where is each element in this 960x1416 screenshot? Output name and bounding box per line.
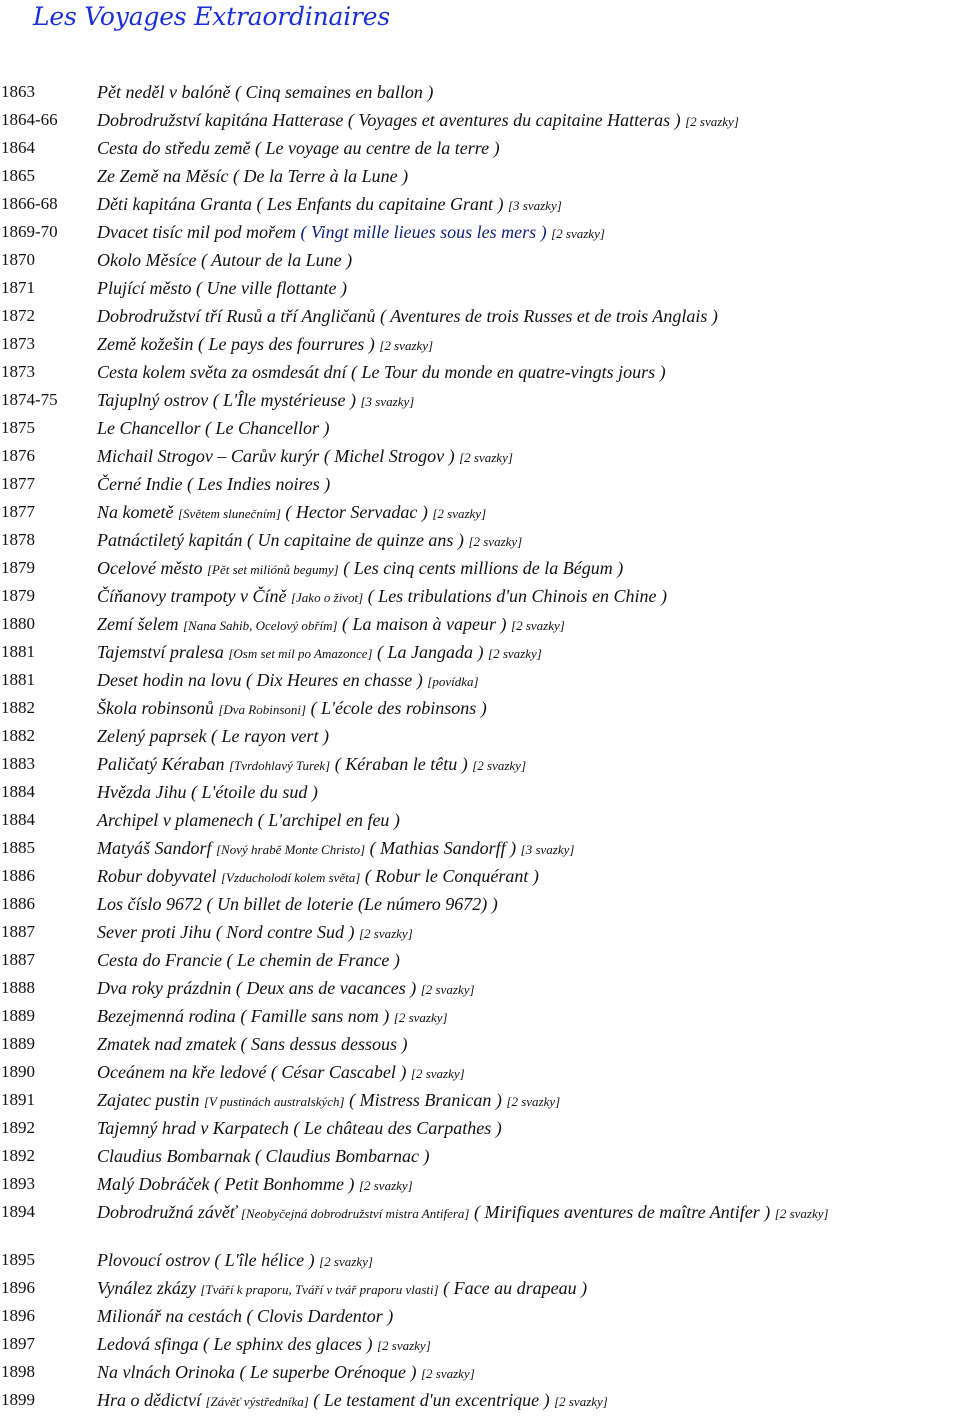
entry-text: [97, 1330, 959, 1360]
list-item: [0, 246, 960, 274]
czech-title: Dvacet tisíc mil pod mořem: [97, 222, 296, 242]
list-item: [0, 190, 960, 218]
french-title: ( L'île hélice ): [214, 1250, 315, 1270]
entry-text: [97, 218, 959, 248]
volume-note: [2 svazky]: [432, 506, 487, 521]
alternate-title: [V pustinách australských]: [204, 1094, 345, 1109]
volume-note: [2 svazky]: [459, 450, 513, 465]
french-title: ( Le Tour du monde en quatre-vingts jours ): [350, 362, 666, 382]
year: 1889: [1, 1034, 35, 1053]
entry-text: [97, 1002, 959, 1032]
entry-text: [97, 862, 959, 892]
french-title: ( Le sphinx des glaces ): [203, 1334, 373, 1354]
year: 1871: [1, 278, 35, 297]
czech-title: Dobrodružná závěť: [97, 1202, 237, 1222]
czech-title: Sever proti Jihu: [97, 922, 212, 942]
french-title: ( L'archipel en feu ): [257, 810, 400, 830]
french-title: ( Dix Heures en chasse ): [245, 670, 423, 690]
french-title: ( Les tribulations d'un Chinois en Chine ): [367, 586, 668, 606]
year: 1865: [1, 166, 35, 185]
entry-text: [97, 694, 959, 724]
year: 1883: [1, 754, 35, 773]
entry-text: [97, 554, 959, 584]
french-title: ( Voyages et aventures du capitaine Hatteras ): [347, 110, 681, 130]
czech-title: Cesta do středu země: [97, 138, 251, 158]
year: 1885: [1, 838, 35, 857]
czech-title: Okolo Měsíce: [97, 250, 197, 270]
volume-note: [2 svazky]: [685, 114, 739, 129]
czech-title: Plovoucí ostrov: [97, 1250, 210, 1270]
year: 1877: [1, 502, 35, 521]
list-item: [0, 666, 960, 694]
entry-text: [97, 1030, 959, 1058]
czech-title: Matyáš Sandorf: [97, 838, 212, 858]
list-item: [0, 582, 960, 610]
list-item: [0, 134, 960, 162]
french-title: ( Une ville flottante ): [195, 278, 347, 298]
volume-note: [2 svazky]: [468, 534, 523, 549]
list-item: [0, 1386, 960, 1414]
czech-title: Zemí šelem: [97, 614, 179, 634]
list-item: [0, 1142, 960, 1170]
volume-note: [2 svazky]: [319, 1254, 373, 1269]
year: 1886: [1, 894, 35, 913]
french-title: ( Autour de la Lune ): [200, 250, 353, 270]
entry-text: [97, 974, 959, 1004]
french-title: ( Le pays des fourrures ): [197, 334, 375, 354]
list-item: [0, 834, 960, 862]
volume-note: [2 svazky]: [420, 982, 475, 997]
year: 1879: [1, 586, 35, 605]
entry-text: [97, 106, 959, 136]
volume-note: [2 svazky]: [511, 618, 565, 633]
entry-text: [97, 1302, 959, 1330]
year: 1882: [1, 698, 35, 717]
french-title: ( Mirifiques aventures de maître Antifer ): [473, 1202, 771, 1222]
entry-text: [97, 526, 959, 556]
year: 1887: [1, 950, 35, 969]
year: 1889: [1, 1006, 35, 1025]
list-item: [0, 554, 960, 582]
entry-text: [97, 1200, 959, 1226]
czech-title: Na kometě: [97, 502, 174, 522]
czech-title: Ocelové město: [97, 558, 203, 578]
czech-title: Ledová sfinga: [97, 1334, 199, 1354]
volume-note: [2 svazky]: [774, 1206, 829, 1221]
list-item: [0, 638, 960, 666]
french-title: ( Nord contre Sud ): [215, 922, 355, 942]
french-title: ( Le voyage au centre de la terre ): [254, 138, 500, 158]
entry-text: [97, 946, 959, 974]
alternate-title: [Dva Robinsoni]: [218, 702, 307, 717]
alternate-title: [Světem slunečním]: [177, 506, 281, 521]
alternate-title: [Nana Sahib, Ocelový obřím]: [182, 618, 338, 633]
czech-title: Archipel v plamenech: [97, 810, 254, 830]
french-title: ( Un billet de loterie (Le número 9672) ): [206, 894, 498, 914]
czech-title: Dobrodružství kapitána Hatterase: [97, 110, 344, 130]
czech-title: Země kožešin: [97, 334, 194, 354]
entry-text: [97, 162, 959, 190]
french-title: ( Le testament d'un excentrique ): [313, 1390, 550, 1410]
czech-title: Škola robinsonů: [97, 698, 214, 718]
list-item: [0, 694, 960, 722]
year: 1882: [1, 726, 35, 745]
entry-text: [97, 1058, 959, 1088]
alternate-title: [Jako o život]: [290, 590, 364, 605]
list-item: [0, 862, 960, 890]
french-title: ( Claudius Bombarnac ): [255, 1146, 430, 1166]
year: 1881: [1, 670, 35, 689]
entry-text: [97, 1246, 959, 1276]
volume-note: [2 svazky]: [420, 1366, 475, 1381]
list-item: [0, 1114, 960, 1142]
czech-title: Zmatek nad zmatek: [97, 1034, 236, 1054]
czech-title: Claudius Bombarnak: [97, 1146, 251, 1166]
czech-title: Hra o dědictví: [97, 1390, 201, 1410]
french-title: ( Aventures de trois Russes et de trois Anglais ): [380, 306, 718, 326]
year: 1864: [1, 138, 35, 157]
year: 1888: [1, 978, 35, 997]
entry-text: [97, 778, 959, 806]
entry-text: [97, 1386, 959, 1416]
entry-text: [97, 442, 959, 472]
entry-text: [97, 330, 959, 360]
year: 1880: [1, 614, 35, 633]
list-item: [0, 1246, 960, 1274]
entry-text: [97, 890, 959, 918]
list-item: [0, 1274, 960, 1302]
french-title: ( Kéraban le têtu ): [334, 754, 468, 774]
volume-note: [3 svazky]: [507, 198, 562, 213]
french-title: ( Le Chancellor ): [205, 418, 330, 438]
alternate-title: [Nový hrabě Monte Christo]: [216, 842, 366, 857]
entry-text: [97, 414, 959, 442]
entry-text: [97, 1114, 959, 1142]
czech-title: Zelený paprsek: [97, 726, 207, 746]
czech-title: Tajemný hrad v Karpatech: [97, 1118, 289, 1138]
french-title: ( Le rayon vert ): [210, 726, 329, 746]
czech-title: Pět neděl v balóně: [97, 82, 231, 102]
year: 1863: [1, 82, 35, 101]
year: 1875: [1, 418, 35, 437]
entry-text: [97, 1086, 959, 1116]
czech-title: Michail Strogov – Carův kurýr: [97, 446, 320, 466]
volume-note: [povídka]: [427, 674, 479, 689]
french-title: ( Sans dessus dessous ): [240, 1034, 408, 1054]
list-item: [0, 722, 960, 750]
volume-note: [2 svazky]: [554, 1394, 608, 1409]
czech-title: Černé Indie: [97, 474, 183, 494]
entry-text: [97, 1142, 959, 1170]
entry-text: [97, 666, 959, 696]
czech-title: Ze Země na Měsíc: [97, 166, 229, 186]
czech-title: Dobrodružství tří Rusů a tří Angličanů: [97, 306, 376, 326]
czech-title: Hvězda Jihu: [97, 782, 187, 802]
list-item: [0, 1302, 960, 1330]
french-title: ( César Cascabel ): [270, 1062, 407, 1082]
volume-note: [2 svazky]: [358, 926, 413, 941]
year: 1869-70: [1, 222, 58, 241]
year: 1877: [1, 474, 35, 493]
czech-title: Tajemství pralesa: [97, 642, 224, 662]
year: 1884: [1, 810, 35, 829]
list-item: [0, 1198, 960, 1246]
year: 1887: [1, 922, 35, 941]
french-title: ( Les Indies noires ): [186, 474, 331, 494]
list-item: [0, 918, 960, 946]
entry-text: [97, 750, 959, 780]
entry-text: [97, 78, 959, 106]
entry-text: [97, 918, 959, 948]
year: 1892: [1, 1118, 35, 1137]
french-title: ( Vingt mille lieues sous les mers ): [300, 222, 547, 242]
french-title: ( L'école des robinsons ): [310, 698, 487, 718]
french-title: ( Mathias Sandorff ): [369, 838, 517, 858]
year: 1878: [1, 530, 35, 549]
list-item: [0, 946, 960, 974]
alternate-title: [Tváří k praporu, Tváří v tvář praporu vlasti]: [200, 1282, 439, 1297]
list-item: [0, 806, 960, 834]
year: 1864-66: [1, 110, 58, 129]
list-item: [0, 890, 960, 918]
czech-title: Le Chancellor: [97, 418, 201, 438]
entry-text: [97, 610, 959, 640]
czech-title: Milionář na cestách: [97, 1306, 242, 1326]
french-title: ( Michel Strogov ): [323, 446, 455, 466]
entry-text: [97, 834, 959, 864]
entry-text: [97, 246, 959, 274]
list-item: [0, 386, 960, 414]
year: 1874-75: [1, 390, 58, 409]
french-title: ( Le superbe Orénoque ): [239, 1362, 417, 1382]
czech-title: Plující město: [97, 278, 192, 298]
volume-note: [2 svazky]: [472, 758, 526, 773]
entry-text: [97, 1274, 959, 1304]
year: 1890: [1, 1062, 35, 1081]
alternate-title: [Neobyčejná dobrodružství mistra Antifera]: [240, 1206, 470, 1221]
list-item: [0, 1030, 960, 1058]
year: 1896: [1, 1278, 35, 1297]
czech-title: Cesta do Francie: [97, 950, 222, 970]
list-item: [0, 274, 960, 302]
french-title: ( Deux ans de vacances ): [235, 978, 417, 998]
list-item: [0, 778, 960, 806]
czech-title: Oceánem na kře ledové: [97, 1062, 267, 1082]
entry-text: [97, 498, 959, 528]
list-item: [0, 1170, 960, 1198]
czech-title: Cesta kolem světa za osmdesát dní: [97, 362, 347, 382]
entry-text: [97, 582, 959, 612]
year: 1893: [1, 1174, 35, 1193]
czech-title: Zajatec pustin: [97, 1090, 200, 1110]
czech-title: Dva roky prázdnin: [97, 978, 232, 998]
french-title: ( Les cinq cents millions de la Bégum ): [343, 558, 624, 578]
french-title: ( Le chemin de France ): [226, 950, 400, 970]
french-title: ( Clovis Dardentor ): [246, 1306, 394, 1326]
entry-text: [97, 722, 959, 750]
entry-text: [97, 1358, 959, 1388]
volume-note: [2 svazky]: [551, 226, 605, 241]
year: 1886: [1, 866, 35, 885]
list-item: [0, 610, 960, 638]
french-title: ( La maison à vapeur ): [342, 614, 507, 634]
list-item: [0, 750, 960, 778]
entry-text: [97, 638, 959, 668]
year: 1892: [1, 1146, 35, 1165]
volume-note: [2 svazky]: [506, 1094, 561, 1109]
list-item: [0, 330, 960, 358]
french-title: ( Les Enfants du capitaine Grant ): [256, 194, 504, 214]
alternate-title: [Pět set miliónů begumy]: [206, 562, 339, 577]
czech-title: Bezejmenná rodina: [97, 1006, 236, 1026]
czech-title: Děti kapitána Granta: [97, 194, 252, 214]
volume-note: [2 svazky]: [379, 338, 434, 353]
year: 1879: [1, 558, 35, 577]
year: 1898: [1, 1362, 35, 1381]
list-item: [0, 470, 960, 498]
year: 1897: [1, 1334, 35, 1353]
list-item: [0, 78, 960, 106]
czech-title: Los číslo 9672: [97, 894, 203, 914]
year: 1884: [1, 782, 35, 801]
list-item: [0, 414, 960, 442]
alternate-title: [Závěť výstředníka]: [205, 1394, 309, 1409]
list-item: [0, 526, 960, 554]
page-title: Les Voyages Extraordinaires: [33, 2, 391, 31]
entry-text: [97, 358, 959, 386]
czech-title: Deset hodin na lovu: [97, 670, 242, 690]
year: 1873: [1, 334, 35, 353]
list-item: [0, 1058, 960, 1086]
czech-title: Na vlnách Orinoka: [97, 1362, 235, 1382]
entry-text: [97, 302, 959, 330]
czech-title: Tajuplný ostrov: [97, 390, 209, 410]
volume-note: [2 svazky]: [376, 1338, 431, 1353]
french-title: ( L'Île mystérieuse ): [212, 390, 356, 410]
list-item: [0, 358, 960, 386]
entry-text: [97, 806, 959, 834]
list-item: [0, 1002, 960, 1030]
czech-title: Patnáctiletý kapitán: [97, 530, 243, 550]
czech-title: Malý Dobráček: [97, 1174, 210, 1194]
alternate-title: [Tvrdohlavý Turek]: [228, 758, 331, 773]
year: 1873: [1, 362, 35, 381]
volume-note: [2 svazky]: [410, 1066, 465, 1081]
volume-note: [3 svazky]: [520, 842, 575, 857]
french-title: ( Cinq semaines en ballon ): [234, 82, 434, 102]
french-title: ( Le château des Carpathes ): [293, 1118, 502, 1138]
entry-text: [97, 190, 959, 220]
year: 1891: [1, 1090, 35, 1109]
alternate-title: [Vzducholodí kolem světa]: [220, 870, 361, 885]
list-item: [0, 442, 960, 470]
year: 1895: [1, 1250, 35, 1269]
volume-note: [2 svazky]: [393, 1010, 448, 1025]
list-item: [0, 974, 960, 1002]
year: 1876: [1, 446, 35, 465]
entry-text: [97, 274, 959, 302]
french-title: ( Face au drapeau ): [443, 1278, 588, 1298]
entry-text: [97, 134, 959, 162]
entry-text: [97, 1170, 959, 1200]
czech-title: Paličatý Kéraban: [97, 754, 225, 774]
french-title: ( Robur le Conquérant ): [364, 866, 539, 886]
year: 1896: [1, 1306, 35, 1325]
year: 1866-68: [1, 194, 58, 213]
french-title: ( Hector Servadac ): [285, 502, 428, 522]
works-list: [0, 78, 960, 1414]
list-item: [0, 106, 960, 134]
year: 1894: [1, 1202, 35, 1221]
volume-note: [2 svazky]: [488, 646, 542, 661]
alternate-title: [Osm set mil po Amazonce]: [228, 646, 373, 661]
french-title: ( L'étoile du sud ): [190, 782, 318, 802]
czech-title: Vynález zkázy: [97, 1278, 196, 1298]
entry-text: [97, 470, 959, 498]
volume-note: [3 svazky]: [360, 394, 415, 409]
list-item: [0, 1330, 960, 1358]
volume-note: [2 svazky]: [358, 1178, 413, 1193]
year: 1899: [1, 1390, 35, 1409]
entry-text: [97, 386, 959, 416]
french-title: ( De la Terre à la Lune ): [232, 166, 409, 186]
list-item: [0, 302, 960, 330]
czech-title: Číňanovy trampoty v Číně: [97, 586, 287, 606]
list-item: [0, 498, 960, 526]
french-title: ( Petit Bonhomme ): [213, 1174, 355, 1194]
year: 1870: [1, 250, 35, 269]
year: 1872: [1, 306, 35, 325]
list-item: [0, 1358, 960, 1386]
list-item: [0, 218, 960, 246]
czech-title: Robur dobyvatel: [97, 866, 217, 886]
list-item: [0, 162, 960, 190]
french-title: ( La Jangada ): [377, 642, 484, 662]
year: 1881: [1, 642, 35, 661]
french-title: ( Mistress Branican ): [349, 1090, 502, 1110]
list-item: [0, 1086, 960, 1114]
french-title: ( Famille sans nom ): [240, 1006, 390, 1026]
french-title: ( Un capitaine de quinze ans ): [246, 530, 464, 550]
